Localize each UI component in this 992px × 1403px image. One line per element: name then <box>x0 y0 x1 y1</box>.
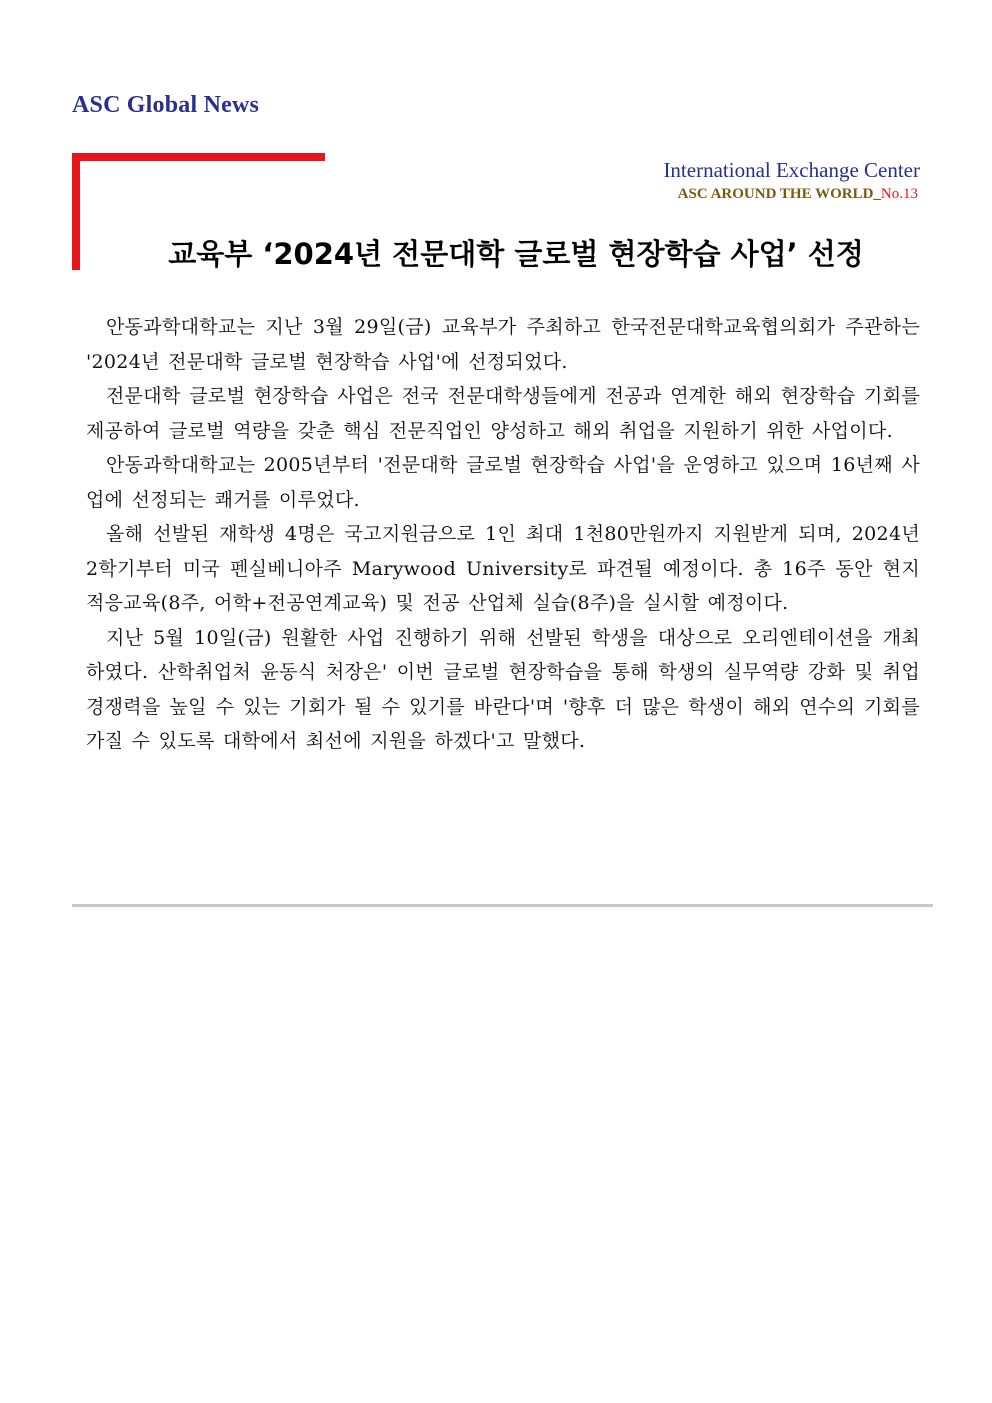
article-paragraph: 안동과학대학교는 2005년부터 '전문대학 글로벌 현장학습 사업'을 운영하고 있으며 16년째 사업에 선정되는 쾌거를 이루었다. <box>86 454 920 511</box>
bottom-divider <box>72 904 933 907</box>
article-paragraph: 지난 5월 10일(금) 원활한 사업 진행하기 위해 선발된 학생을 대상으로 오리엔테이션을 개최하였다. 산학취업처 윤동식 처장은' 이번 글로벌 현장학습을 통해 학생의 실무역량 강화 및 취업 경쟁력을 높일 수 있는 기회가 될 수 있기를 바란다'며 '향후 더 많은 학생이 해외 연수의 기회를 가질 수 있도록 대학에서 최선에 지원을 하겠다'고 말했다. <box>86 626 920 752</box>
red-frame-top-bar <box>72 153 325 161</box>
article-paragraph: 전문대학 글로벌 현장학습 사업은 전국 전문대학생들에게 전공과 연계한 해외 현장학습 기회를 제공하여 글로벌 역량을 갖춘 핵심 전문직업인 양성하고 해외 취업을 지원하기 위한 사업이다. <box>86 385 920 442</box>
article-paragraph: 안동과학대학교는 지난 3월 29일(금) 교육부가 주최하고 한국전문대학교육협의회가 주관하는 '2024년 전문대학 글로벌 현장학습 사업'에 선정되었다. <box>86 316 920 373</box>
article-body <box>86 310 920 759</box>
issue-label <box>678 186 918 203</box>
newsletter-brand: ASC Global News <box>72 92 260 118</box>
red-frame-left-bar <box>72 153 80 270</box>
article-headline: 교육부 ‘2024년 전문대학 글로벌 현장학습 사업’ 선정 <box>168 237 864 271</box>
center-name: International Exchange Center <box>663 158 920 182</box>
article-paragraph: 올해 선발된 재학생 4명은 국고지원금으로 1인 최대 1천80만원까지 지원받게 되며, 2024년 2학기부터 미국 펜실베니아주 Marywood University로 파견될 예정이다. 총 16주 동안 현지적응교육(8주, 어학+전공연계교육) 및 전공 산업체 실습(8주)을 실시할 예정이다. <box>86 523 920 614</box>
series-label: ASC AROUND THE WORLD_ <box>677 186 881 202</box>
issue-number: No.13 <box>880 186 918 202</box>
